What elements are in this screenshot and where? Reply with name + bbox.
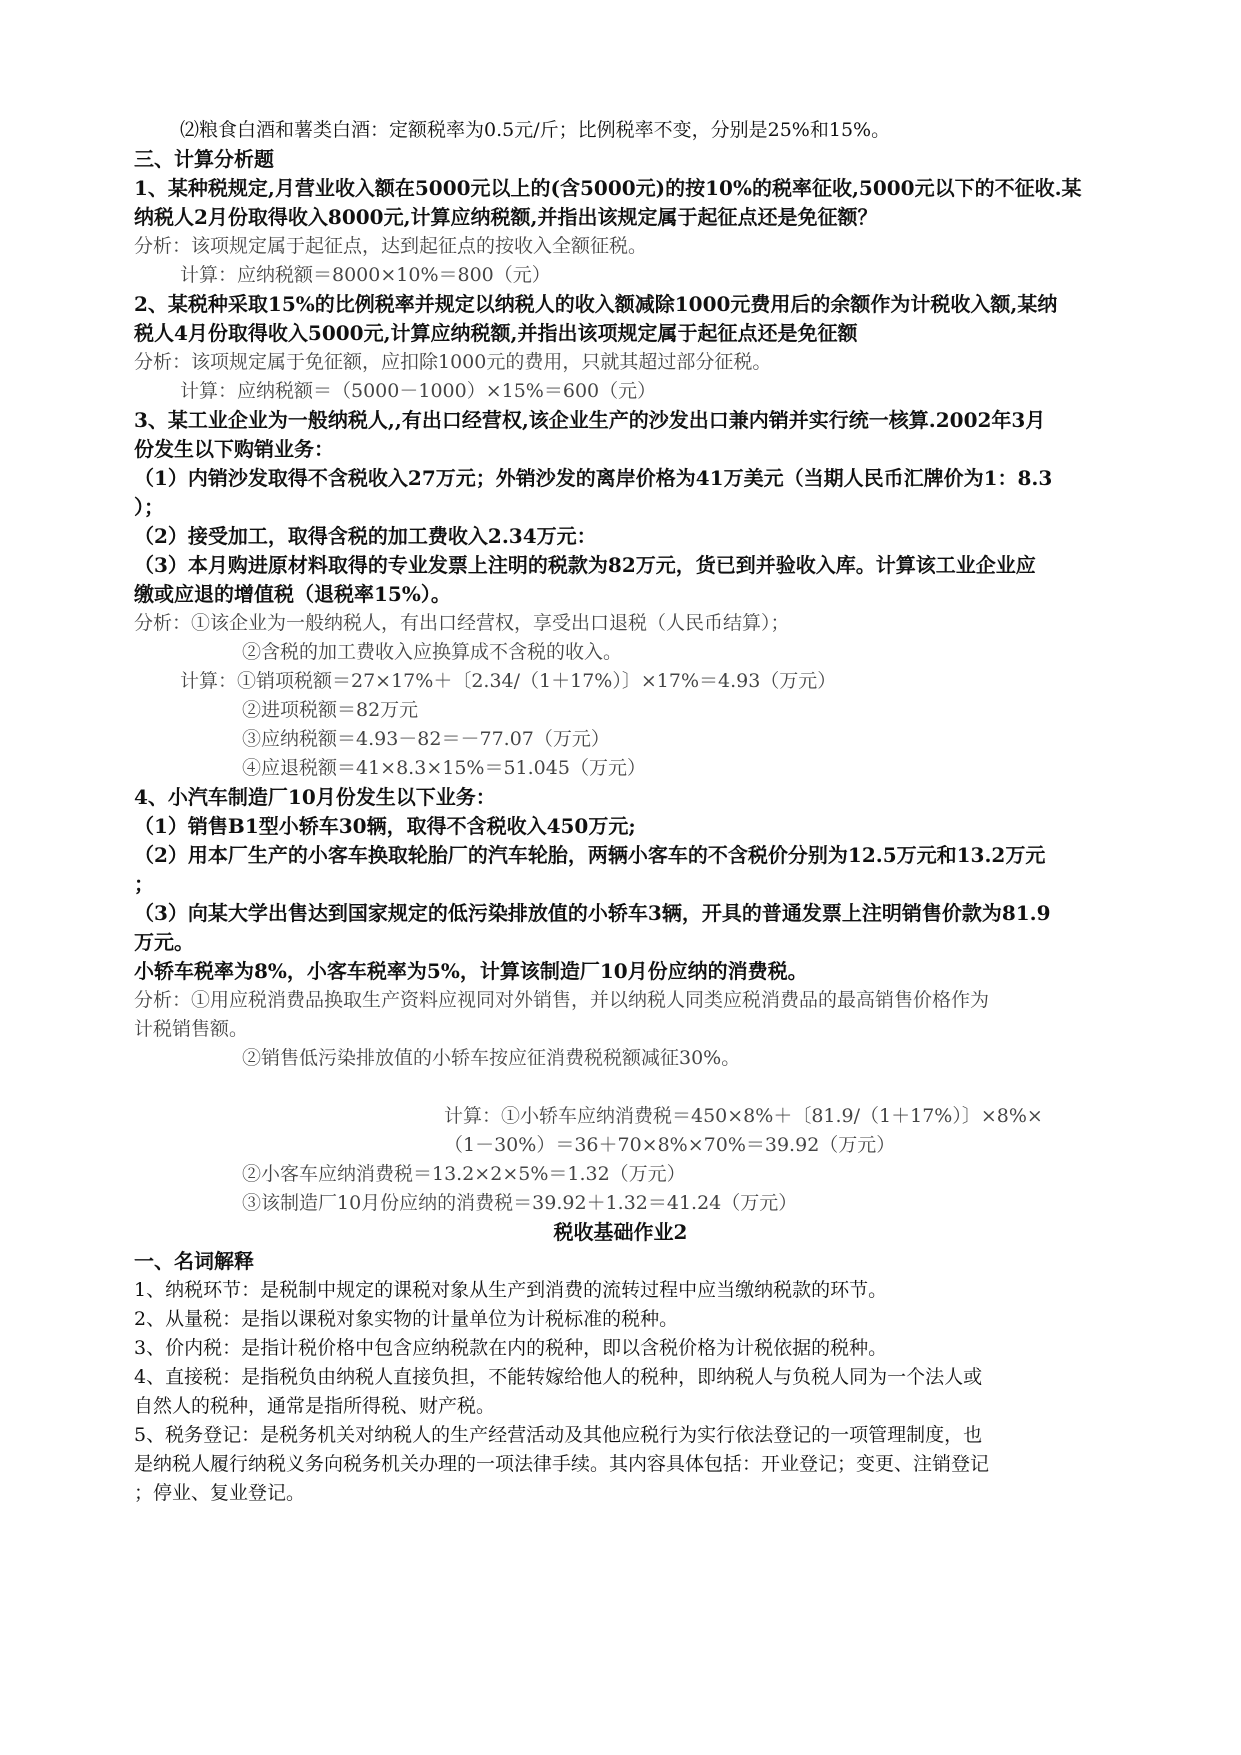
question-line: 2、某税种采取15%的比例税率并规定以纳税人的收入额减除1000元费用后的余额作为计税收入额,某纳 xyxy=(134,292,1058,316)
calculation-line: 计算：应纳税额＝（5000－1000）×15%＝600（元） xyxy=(180,380,657,402)
analysis-line: ②含税的加工费收入应换算成不含税的收入。 xyxy=(242,641,623,663)
analysis-line: 分析：该项规定属于免征额，应扣除1000元的费用，只就其超过部分征税。 xyxy=(134,351,772,373)
definition-line: ；停业、复业登记。 xyxy=(134,1482,306,1504)
question-line: （2）用本厂生产的小客车换取轮胎厂的汽车轮胎，两辆小客车的不含税价分别为12.5万元和13.2万元 xyxy=(134,843,1046,867)
calculation-line: ③应纳税额＝4.93－82＝－77.07（万元） xyxy=(242,728,610,750)
calculation-line: 计算：①小轿车应纳消费税＝450×8%＋〔81.9/（1＋17%）〕×8%× xyxy=(444,1105,1043,1127)
question-line: （3）本月购进原材料取得的专业发票上注明的税款为82万元，货已到并验收入库。计算该工业企业应 xyxy=(134,553,1036,577)
question-line: （1）内销沙发取得不含税收入27万元；外销沙发的离岸价格为41万美元（当期人民币汇牌价为1：8.3 xyxy=(134,466,1053,490)
document-title: 税收基础作业2 xyxy=(553,1220,688,1244)
definition-line: 1、纳税环节：是税制中规定的课税对象从生产到消费的流转过程中应当缴纳税款的环节。 xyxy=(134,1279,888,1301)
question-line: 4、小汽车制造厂10月份发生以下业务： xyxy=(134,785,496,809)
question-line: （2）接受加工，取得含税的加工费收入2.34万元： xyxy=(134,524,597,548)
definition-line: 2、从量税：是指以课税对象实物的计量单位为计税标准的税种。 xyxy=(134,1308,679,1330)
definition-line: 5、税务登记：是税务机关对纳税人的生产经营活动及其他应税行为实行依法登记的一项管理制度，也 xyxy=(134,1424,983,1446)
analysis-line: 分析：①该企业为一般纳税人，有出口经营权，享受出口退税（人民币结算）； xyxy=(134,612,790,634)
definition-line: 是纳税人履行纳税义务向税务机关办理的一项法律手续。其内容具体包括：开业登记；变更、注销登记 xyxy=(134,1453,990,1475)
question-line: 纳税人2月份取得收入8000元,计算应纳税额,并指出该规定属于起征点还是免征额？ xyxy=(134,205,878,229)
section-heading: 三、计算分析题 xyxy=(134,147,274,171)
calculation-line: 计算：应纳税额＝8000×10%＝800（元） xyxy=(180,264,551,286)
question-line: 1、某种税规定,月营业收入额在5000元以上的(含5000元)的按10%的税率征收,5000元以下的不征收.某 xyxy=(134,176,1082,200)
calculation-line: 计算：①销项税额＝27×17%＋〔2.34/（1＋17%）〕×17%＝4.93（万元） xyxy=(180,670,837,692)
question-line: （3）向某大学出售达到国家规定的低污染排放值的小轿车3辆，开具的普通发票上注明销售价款为81.9 xyxy=(134,901,1051,925)
definition-line: 3、价内税：是指计税价格中包含应纳税款在内的税种，即以含税价格为计税依据的税种。 xyxy=(134,1337,888,1359)
calculation-line: ②进项税额＝82万元 xyxy=(242,699,419,721)
analysis-line: ②销售低污染排放值的小轿车按应征消费税税额减征30%。 xyxy=(242,1047,741,1069)
calculation-line: （1－30%）＝36＋70×8%×70%＝39.92（万元） xyxy=(444,1134,896,1156)
question-line: ； xyxy=(134,872,154,896)
question-line: 万元。 xyxy=(134,930,194,954)
analysis-line: 计税销售额。 xyxy=(134,1018,249,1040)
definition-line: 4、直接税：是指税负由纳税人直接负担，不能转嫁给他人的税种，即纳税人与负税人同为一个法人或 xyxy=(134,1366,983,1388)
question-line: 小轿车税率为8%，小客车税率为5%，计算该制造厂10月份应纳的消费税。 xyxy=(134,959,808,983)
calculation-line: ④应退税额＝41×8.3×15%＝51.045（万元） xyxy=(242,757,646,779)
text-line: ⑵粮食白酒和薯类白酒：定额税率为0.5元/斤；比例税率不变，分别是25%和15%。 xyxy=(180,119,891,141)
analysis-line: 分析：①用应税消费品换取生产资料应视同对外销售，并以纳税人同类应税消费品的最高销售价格作为 xyxy=(134,989,990,1011)
question-line: 份发生以下购销业务： xyxy=(134,437,334,461)
question-line: 3、某工业企业为一般纳税人,,有出口经营权,该企业生产的沙发出口兼内销并实行统一核算.2002年3月 xyxy=(134,408,1046,432)
analysis-line: 分析：该项规定属于起征点，达到起征点的按收入全额征税。 xyxy=(134,235,648,257)
question-line: ）； xyxy=(134,495,164,519)
question-line: （1）销售B1型小轿车30辆，取得不含税收入450万元; xyxy=(134,814,636,838)
definition-line: 自然人的税种，通常是指所得税、财产税。 xyxy=(134,1395,496,1417)
calculation-line: ②小客车应纳消费税＝13.2×2×5%＝1.32（万元） xyxy=(242,1163,686,1185)
question-line: 缴或应退的增值税（退税率15%）。 xyxy=(134,582,451,606)
section-heading: 一、名词解释 xyxy=(134,1249,254,1273)
calculation-line: ③该制造厂10月份应纳的消费税＝39.92＋1.32＝41.24（万元） xyxy=(242,1192,798,1214)
question-line: 税人4月份取得收入5000元,计算应纳税额,并指出该项规定属于起征点还是免征额 xyxy=(134,321,858,345)
